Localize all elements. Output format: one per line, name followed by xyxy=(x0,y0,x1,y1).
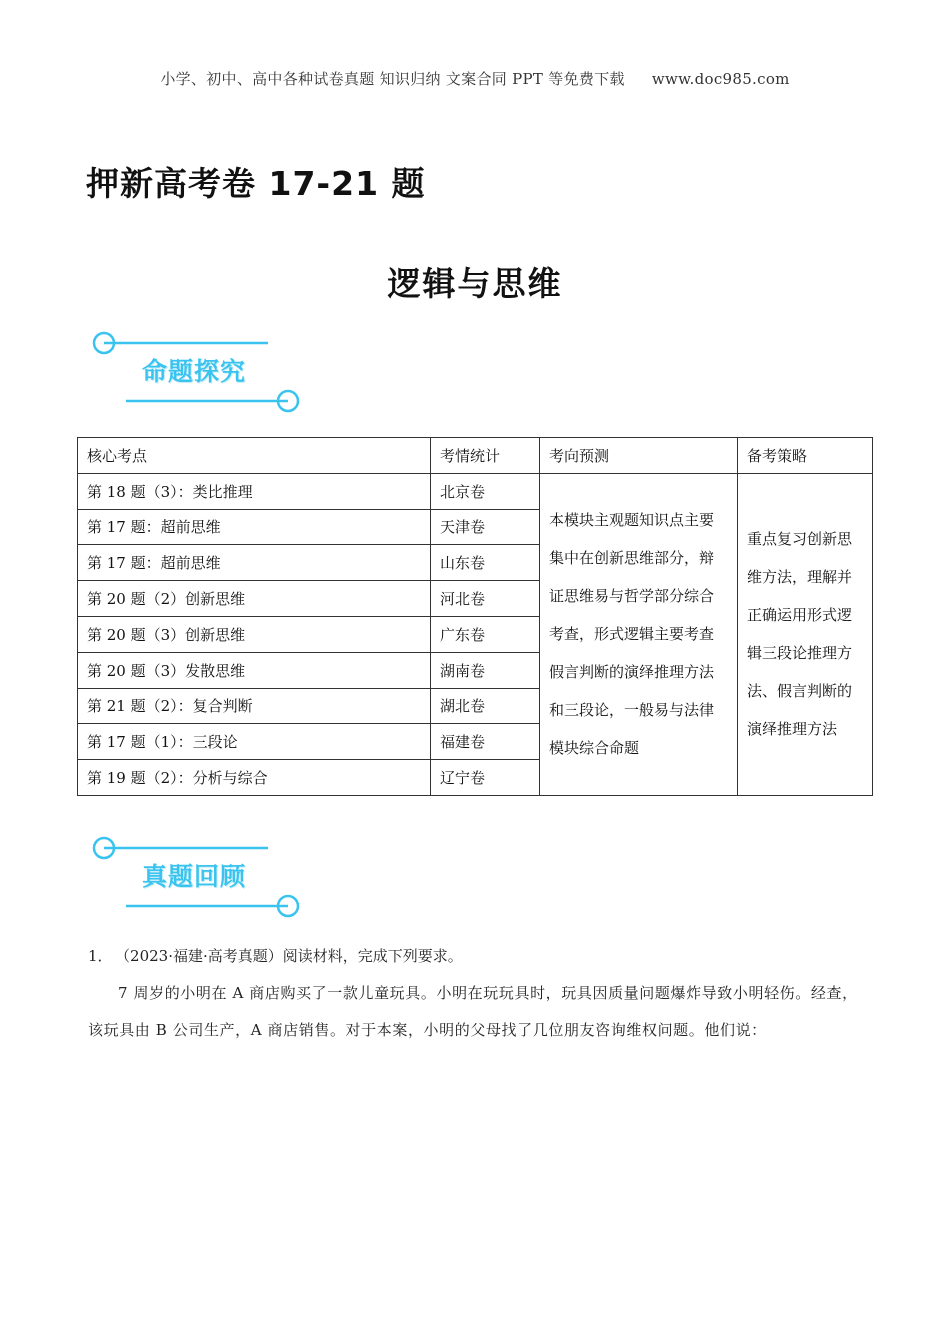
topic-cell: 第 20 题（3）创新思维 xyxy=(78,616,431,652)
section-label: 真题回顾 xyxy=(142,862,247,891)
prediction-cell: 本模块主观题知识点主要集中在创新思维部分，辩证思维易与哲学部分综合考查，形式逻辑主要考查假言判断的演绎推理方法和三段论，一般易与法律模块综合命题 xyxy=(540,473,738,795)
source-cell: 福建卷 xyxy=(431,724,540,760)
header-url[interactable]: www.doc985.com xyxy=(651,70,790,88)
topic-cell: 第 18 题（3）：类比推理 xyxy=(78,473,431,509)
question-paragraph: 7 周岁的小明在 A 商店购买了一款儿童玩具。小明在玩玩具时，玩具因质量问题爆炸导致小明轻伤。经查，该玩具由 B 公司生产，A 商店销售。对于本案，小明的父母找了几位朋友咨询维权问题。他们说： xyxy=(88,984,858,1039)
question-intro xyxy=(88,938,858,975)
topic-cell: 第 17 题：超前思维 xyxy=(78,545,431,581)
topic-cell: 第 20 题（2）创新思维 xyxy=(78,581,431,617)
source-cell: 辽宁卷 xyxy=(431,760,540,796)
question-number: 1． xyxy=(88,947,113,965)
topic-cell: 第 19 题（2）：分析与综合 xyxy=(78,760,431,796)
header-cell: 考向预测 xyxy=(540,438,738,474)
header-cell: 考情统计 xyxy=(431,438,540,474)
header-cell: 核心考点 xyxy=(78,438,431,474)
source-cell: 广东卷 xyxy=(431,616,540,652)
table-header-row xyxy=(78,438,873,474)
source-cell: 湖北卷 xyxy=(431,688,540,724)
section-badge-review xyxy=(92,835,304,919)
source-cell: 湖南卷 xyxy=(431,652,540,688)
source-cell: 河北卷 xyxy=(431,581,540,617)
topic-cell: 第 20 题（3）发散思维 xyxy=(78,652,431,688)
strategy-cell: 重点复习创新思维方法，理解并正确运用形式逻辑三段论推理方法、假言判断的演绎推理方法 xyxy=(738,473,873,795)
topic-cell: 第 17 题：超前思维 xyxy=(78,509,431,545)
page-subtitle: 逻辑与思维 xyxy=(387,264,563,303)
header-cell: 备考策略 xyxy=(738,438,873,474)
topic-cell: 第 21 题（2）：复合判断 xyxy=(78,688,431,724)
header-text: 小学、初中、高中各种试卷真题 知识归纳 文案合同 PPT 等免费下载 xyxy=(160,70,625,88)
topic-cell: 第 17 题（1）：三段论 xyxy=(78,724,431,760)
topics-table xyxy=(77,437,873,796)
section-badge-exploration xyxy=(92,330,304,414)
source-cell: 山东卷 xyxy=(431,545,540,581)
page-title: 押新高考卷 17-21 题 xyxy=(86,164,426,203)
question-intro-text: （2023·福建·高考真题）阅读材料，完成下列要求。 xyxy=(122,947,463,965)
page-header xyxy=(0,68,950,89)
table-row xyxy=(78,473,873,509)
source-cell: 天津卷 xyxy=(431,509,540,545)
source-cell: 北京卷 xyxy=(431,473,540,509)
section-label: 命题探究 xyxy=(142,357,247,386)
